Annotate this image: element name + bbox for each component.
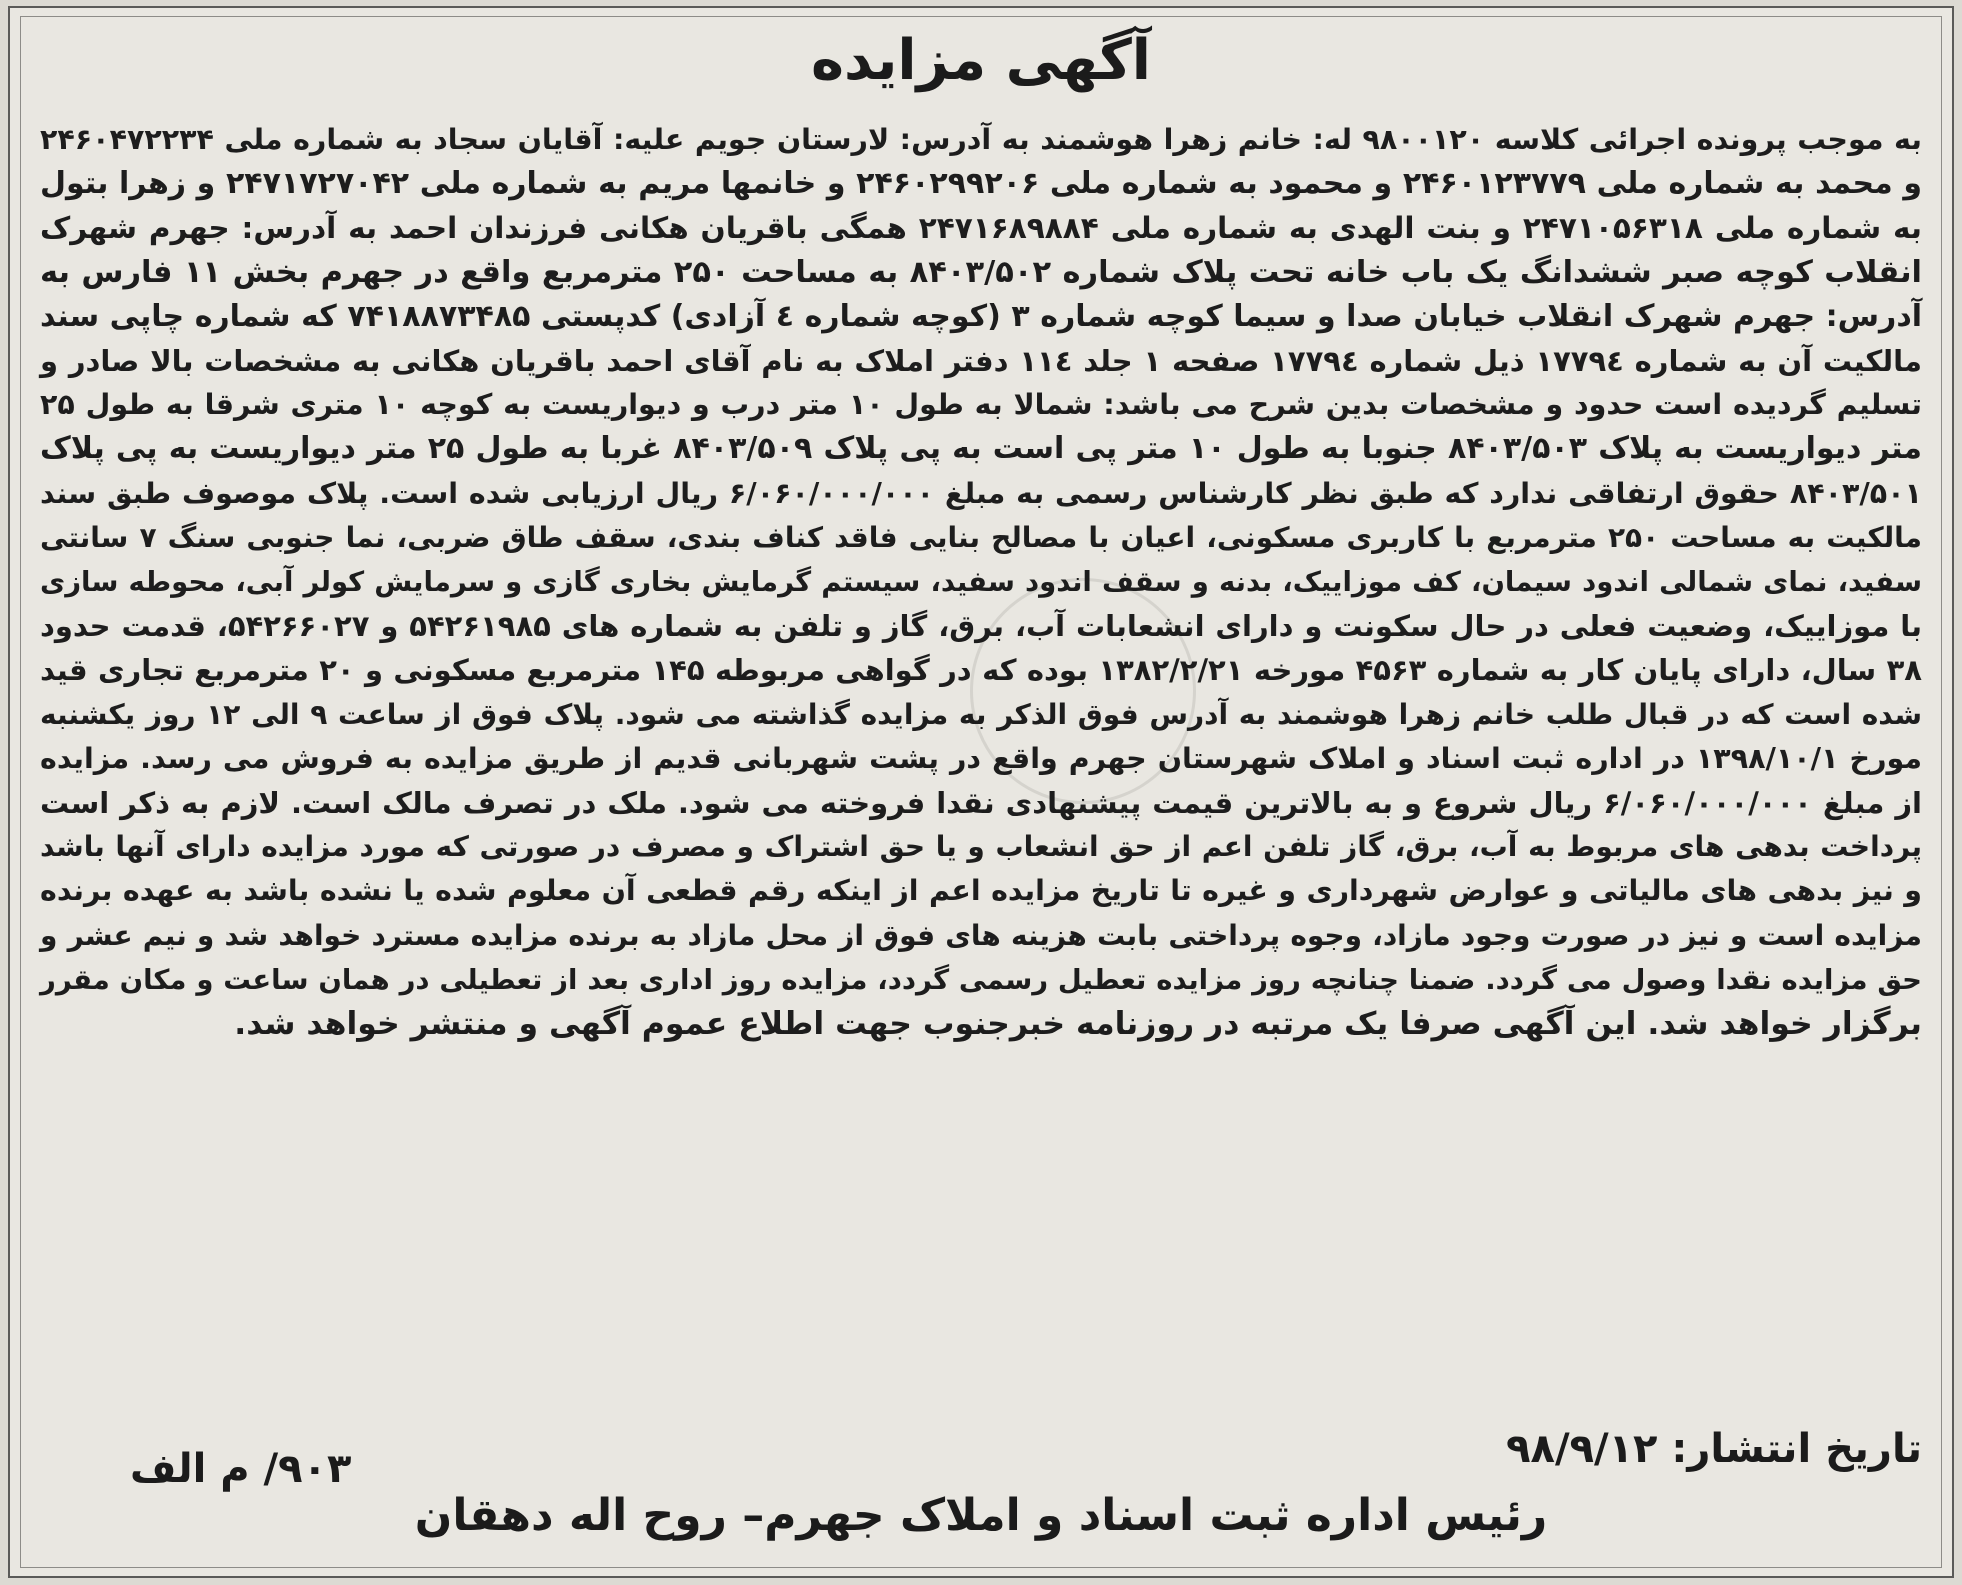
reference-number: ۹۰۳/ م الف	[130, 1446, 352, 1492]
notice-body	[40, 118, 1922, 1046]
body-line-17: پرداخت بدهی های مربوط به آب، برق، گاز تلفن اعم از حق انشعاب و یا حق اشتراک و مصرف در صورتی که مورد مزایده دارای آنها باشد	[40, 830, 1922, 864]
body-line-15: مورخ ۱۳۹۸/۱۰/۱ در اداره ثبت اسناد و املاک شهرستان جهرم واقع در پشت شهربانی قدیم از طریق مزایده به فروش می رسد. مزایده	[40, 741, 1922, 775]
body-line-18: و نیز بدهی های مالیاتی و عوارض شهرداری و غیره تا تاریخ مزایده اعم از اینکه رقم قطعی آن معلوم شده یا نشده باشد به عهده برنده	[40, 874, 1922, 908]
notice-title: آگهی مزایده	[810, 28, 1152, 93]
body-line-7: تسلیم گردیده است حدود و مشخصات بدین شرح می باشد: شمالا به طول ۱۰ متر درب و دیواریست به کوچه ۱۰ متری شرقا به طول ۲۵	[40, 388, 1922, 422]
publication-date: تاریخ انتشار: ۹۸/۹/۱۲	[1506, 1426, 1922, 1472]
body-line-16: از مبلغ ۶/۰۶۰/۰۰۰/۰۰۰ ریال شروع و به بالاترین قیمت پیشنهادی نقدا فروخته می شود. ملک در تصرف مالک است. لازم به ذکر است	[40, 786, 1922, 821]
body-line-1: به موجب پرونده اجرائی کلاسه ۹۸۰۰۱۲۰ له: خانم زهرا هوشمند به آدرس: لارستان جویم علیه: آقایان سجاد به شماره ملی ۲۴۶۰۴۷۲۲۳۴	[40, 123, 1922, 156]
body-line-20: حق مزایده نقدا وصول می گردد. ضمنا چنانچه روز مزایده تعطیل رسمی گردد، مزایده روز اداری بعد از تعطیلی در همان ساعت و مکان مقرر	[40, 963, 1922, 996]
body-line-14: شده است که در قبال طلب خانم زهرا هوشمند به آدرس فوق الذکر به مزایده گذاشته می شود. پلاک فوق از ساعت ۹ الی ۱۲ روز یکشنبه	[40, 697, 1922, 731]
body-line-21: برگزار خواهد شد. این آگهی صرفا یک مرتبه در روزنامه خبرجنوب جهت اطلاع عموم آگهی و منتشر خواهد شد.	[234, 1006, 1922, 1043]
body-line-9: ۸۴۰۳/۵۰۱ حقوق ارتفاقی ندارد که طبق نظر کارشناس رسمی به مبلغ ۶/۰۶۰/۰۰۰/۰۰۰ ریال ارزیابی شده است. پلاک موصوف طبق سند	[40, 476, 1922, 510]
body-line-4: انقلاب کوچه صبر ششدانگ یک باب خانه تحت پلاک شماره ۸۴۰۳/۵۰۲ به مساحت ۲۵۰ مترمربع واقع در جهرم بخش ۱۱ فارس به	[40, 254, 1922, 290]
body-line-5: آدرس: جهرم شهرک انقلاب خیابان صدا و سیما کوچه شماره ۳ (کوچه شماره ٤ آزادی) کدپستی ۷۴۱۸۸۷۳۴۸۵ که شماره چاپی سند	[40, 298, 1923, 334]
body-line-2: و محمد به شماره ملی ۲۴۶۰۱۲۳۷۷۹ و محمود به شماره ملی ۲۴۶۰۲۹۹۲۰۶ و خانمها مریم به شماره ملی ۲۴۷۱۷۲۷۰۴۲ و زهرا بتول	[40, 166, 1923, 202]
notice-clipping	[8, 6, 1954, 1578]
body-line-19: مزایده است و نیز در صورت وجود مازاد، وجوه پرداختی بابت هزینه های فوق از محل مازاد به برنده مزایده مسترد خواهد شد و نیم عشر و	[40, 918, 1922, 952]
body-line-11: سفید، نمای شمالی اندود سیمان، کف موزاییک، بدنه و سقف اندود سفید، سیستم گرمایش بخاری گازی و سرمایش کولر آبی، محوطه سازی	[40, 566, 1922, 599]
body-line-10: مالکیت به مساحت ۲۵۰ مترمربع با کاربری مسکونی، اعیان با مصالح بنایی فاقد کناف بندی، سقف طاق ضربی، نما جنوبی سنگ ۷ سانتی	[40, 520, 1922, 554]
signature-line: رئیس اداره ثبت اسناد و املاک جهرم– روح اله دهقان	[414, 1490, 1548, 1541]
body-line-13: ۳۸ سال، دارای پایان کار به شماره ۴۵۶۳ مورخه ۱۳۸۲/۲/۲۱ بوده که در گواهی مربوطه ۱۴۵ مترمربع مسکونی و ۲۰ مترمربع تجاری قید	[40, 653, 1922, 688]
body-line-8: متر دیواریست به پلاک ۸۴۰۳/۵۰۳ جنوبا به طول ۱۰ متر پی است به پی پلاک ۸۴۰۳/۵۰۹ غربا به طول ۲۵ متر دیواریست به پی پلاک	[40, 431, 1922, 467]
body-line-3: به شماره ملی ۲۴۷۱۰۵۶۳۱۸ و بنت الهدی به شماره ملی ۲۴۷۱۶۸۹۸۸۴ همگی باقریان هکانی فرزندان احمد به آدرس: جهرم شهرک	[40, 211, 1922, 246]
body-line-6: مالکیت آن به شماره ۱۷۷۹٤ ذیل شماره ۱۷۷۹٤ صفحه ۱ جلد ۱۱٤ دفتر املاک به نام آقای احمد باقریان هکانی به مشخصات بالا صادر و	[40, 344, 1923, 379]
body-line-12: با موزاییک، وضعیت فعلی در حال سکونت و دارای انشعابات آب، برق، گاز و تلفن به شماره های ۵۴۲۶۱۹۸۵ و ۵۴۲۶۶۰۲۷، قدمت حدود	[40, 609, 1922, 644]
